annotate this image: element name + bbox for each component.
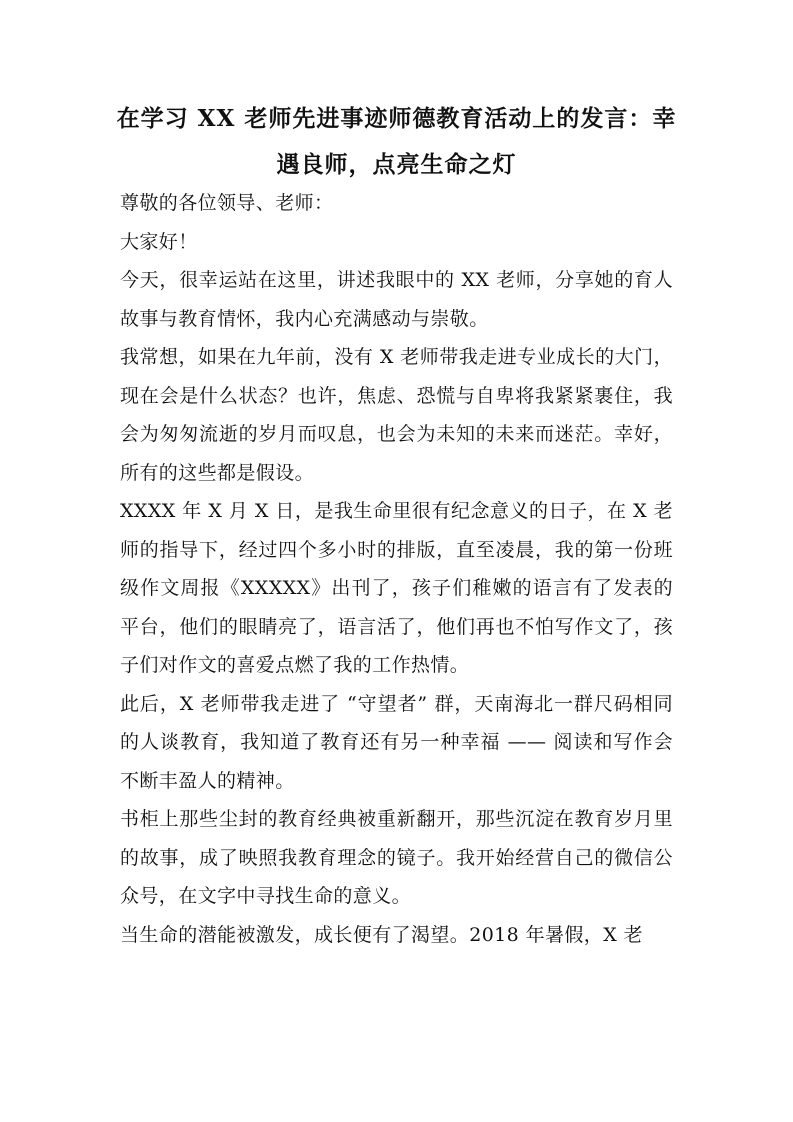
- paragraph: XXXX 年 X 月 X 日，是我生命里很有纪念意义的日子，在 X 老师的指导下，经过四个多小时的排版，直至凌晨，我的第一份班级作文周报《XXXXX》出刊了，孩子们稚嫩的语言有了发表的平台，他们的眼睛亮了，语言活了，他们再也不怕写作文了，孩子们对作文的喜爱点燃了我的工作热情。: [120, 500, 673, 676]
- paragraph: 此后，X 老师带我走进了 “守望者” 群，天南海北一群尺码相同的人谈教育，我知道了教育还有另一种幸福 —— 阅读和写作会不断丰盈人的精神。: [120, 692, 673, 792]
- paragraph: 书柜上那些尘封的教育经典被重新翻开，那些沉淀在教育岁月里的故事，成了映照我教育理念的镜子。我开始经营自己的微信公众号，在文字中寻找生命的意义。: [120, 808, 673, 907]
- salutation: 尊敬的各位领导、老师：: [120, 192, 334, 214]
- paragraph: 当生命的潜能被激发，成长便有了渴望。2018 年暑假，X 老: [120, 923, 643, 946]
- greeting: 大家好！: [120, 230, 198, 253]
- paragraph: 我常想，如果在九年前，没有 X 老师带我走进专业成长的大门，现在会是什么状态？也许，焦虑、恐慌与自卑将我紧紧裹住，我会为匆匆流逝的岁月而叹息，也会为未知的未来而迷茫。幸好，所有的这些都是假设。: [120, 346, 673, 484]
- document-body: [120, 184, 673, 954]
- document-title: 在学习 XX 老师先进事迹师德教育活动上的发言：幸遇良师，点亮生命之灯: [116, 105, 677, 178]
- paragraph: 今天，很幸运站在这里，讲述我眼中的 XX 老师，分享她的育人故事与教育情怀，我内心充满感动与崇敬。: [120, 269, 673, 330]
